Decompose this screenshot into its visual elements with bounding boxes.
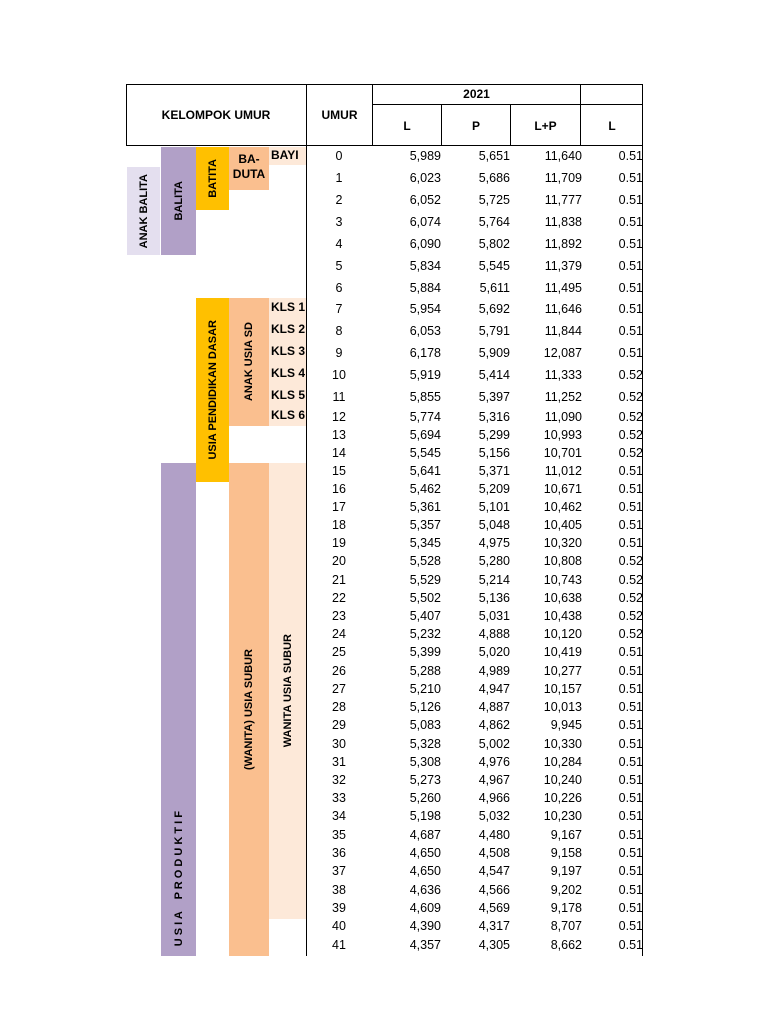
lp-cell: 12,087 [543,346,582,360]
baduta-label: BA- DUTA [232,152,266,181]
table-row [306,552,643,570]
p-cell: 5,214 [478,573,510,587]
lp-cell: 11,012 [544,464,582,478]
age-cell: 11 [332,390,346,404]
ratio-cell: 0.51 [618,828,643,842]
lp-cell: 10,284 [543,755,582,769]
lp-cell: 10,438 [543,609,582,623]
age-cell: 20 [332,554,346,568]
p-cell: 5,651 [478,149,510,163]
p-cell: 5,397 [478,390,510,404]
lp-cell: 11,844 [544,324,582,338]
table-row [306,643,643,661]
l-cell: 4,650 [409,846,441,860]
table-row [306,589,643,607]
p-cell: 5,316 [478,410,510,424]
age-cell: 14 [332,446,346,460]
lp-cell: 9,945 [550,718,582,732]
lp-cell: 11,252 [544,390,582,404]
kelompok-umur-header: KELOMPOK UMUR [161,108,271,122]
age-cell: 16 [332,482,346,496]
ratio-cell: 0.51 [618,346,643,360]
wanita-usia-subur-bar-2 [269,463,306,919]
lp-cell: 10,330 [543,737,582,751]
table-row [306,462,643,480]
table-row [306,716,643,734]
lp-cell: 10,462 [543,500,582,514]
l-cell: 6,052 [409,193,441,207]
usia-produktif-bar [161,463,196,956]
lp-cell: 10,993 [543,428,582,442]
age-cell: 28 [332,700,346,714]
lp-cell: 11,495 [544,281,582,295]
table-row [306,191,643,209]
ratio-cell: 0.51 [618,193,643,207]
age-cell: 13 [332,428,346,442]
wanita-usia-subur-label: (WANITA) USIA SUBUR [243,649,255,770]
p-cell: 5,686 [478,171,510,185]
lp-cell: 9,158 [550,846,582,860]
table-row [306,279,643,297]
balita-label: BALITA [172,181,185,221]
age-cell: 32 [332,773,346,787]
wanita-usia-subur-label-2: WANITA USIA SUBUR [281,634,294,748]
usia-produktif-label: U S I A P R O D U K T I F [172,810,185,946]
ratio-cell: 0.51 [618,718,643,732]
l-cell: 5,834 [409,259,441,273]
ratio-cell: 0.51 [618,737,643,751]
ratio-cell: 0.52 [618,446,643,460]
ratio-cell: 0.51 [618,171,643,185]
anak-usia-sd-label: ANAK USIA SD [243,322,255,402]
lp-cell: 10,013 [543,700,582,714]
anak-balita-bar [127,167,160,255]
table-row [306,444,643,462]
balita-bar [161,147,196,255]
l-cell: 5,210 [409,682,441,696]
table-row [306,789,643,807]
table-row [306,571,643,589]
lp-cell: 9,202 [550,883,582,897]
ratio-cell: 0.51 [618,324,643,338]
p-cell: 4,989 [478,664,510,678]
wanita-usia-subur-bar [229,463,269,956]
lp-cell: 11,646 [544,302,582,316]
table-row [306,936,643,954]
p-cell: 5,611 [479,281,510,295]
p-cell: 5,414 [478,368,510,382]
lp-cell: 8,662 [550,938,582,952]
p-cell: 5,802 [478,237,510,251]
p-cell: 4,566 [478,883,510,897]
lp-cell: 10,320 [543,536,582,550]
lp-cell: 9,167 [550,828,582,842]
age-cell: 1 [335,171,343,185]
p-cell: 5,692 [478,302,510,316]
kls-5-label: KLS 5 [271,388,306,402]
table-row [306,366,643,384]
kls-4-label: KLS 4 [271,366,306,380]
batita-bar [196,147,229,210]
p-cell: 4,975 [478,536,510,550]
table-row [306,917,643,935]
p-cell: 4,888 [478,627,510,641]
anak-balita-label: ANAK BALITA [137,173,150,249]
p-cell: 4,947 [478,682,510,696]
ratio-cell: 0.52 [618,627,643,641]
p-cell: 5,299 [478,428,510,442]
ratio-cell: 0.51 [618,500,643,514]
p-cell: 5,545 [478,259,510,273]
lp-cell: 10,638 [543,591,582,605]
table-row [306,322,643,340]
age-cell: 8 [335,324,343,338]
l-cell: 6,053 [409,324,441,338]
ratio-cell: 0.51 [618,237,643,251]
ratio-cell: 0.51 [618,883,643,897]
lp-cell: 8,707 [550,919,582,933]
age-cell: 31 [332,755,346,769]
l-cell: 5,232 [409,627,441,641]
age-cell: 9 [335,346,343,360]
l-cell: 5,919 [409,368,441,382]
lp-cell: 10,671 [543,482,582,496]
bayi-bar [269,147,306,165]
l-cell: 5,308 [409,755,441,769]
age-cell: 4 [335,237,343,251]
p-cell: 4,547 [478,864,510,878]
age-cell: 0 [335,149,343,163]
l-cell: 4,609 [409,901,441,915]
age-cell: 26 [332,664,346,678]
age-cell: 3 [335,215,343,229]
ratio-cell: 0.51 [618,846,643,860]
col-p-header: P [471,118,480,133]
l-cell: 5,407 [409,609,441,623]
year-header: 2021 [463,87,490,101]
kls-3-label: KLS 3 [271,344,306,358]
lp-cell: 10,808 [543,554,582,568]
ratio-cell: 0.51 [618,700,643,714]
table-row [306,607,643,625]
l-cell: 5,502 [409,591,441,605]
ratio-cell: 0.52 [618,573,643,587]
p-cell: 4,862 [478,718,510,732]
p-cell: 4,976 [478,755,510,769]
age-cell: 6 [335,281,343,295]
col-lp-header: L+P [534,118,557,133]
kls-6-label: KLS 6 [271,408,306,422]
age-cell: 21 [332,573,346,587]
l-cell: 5,529 [409,573,441,587]
table-row [306,680,643,698]
lp-cell: 10,240 [543,773,582,787]
kls-column [269,298,306,426]
ratio-cell: 0.52 [618,410,643,424]
l-cell: 5,774 [409,410,441,424]
table-row [306,881,643,899]
lp-cell: 11,333 [544,368,582,382]
ratio-cell: 0.51 [618,864,643,878]
table-row [306,735,643,753]
table-row [306,408,643,426]
p-cell: 4,569 [478,901,510,915]
p-cell: 4,480 [478,828,510,842]
age-cell: 10 [332,368,346,382]
ratio-cell: 0.51 [618,901,643,915]
age-cell: 17 [332,500,346,514]
age-cell: 7 [335,302,343,316]
age-cell: 37 [332,864,346,878]
p-cell: 5,209 [478,482,510,496]
lp-cell: 9,197 [550,864,582,878]
age-cell: 39 [332,901,346,915]
ratio-cell: 0.51 [618,773,643,787]
age-cell: 19 [332,536,346,550]
l-cell: 5,694 [409,428,441,442]
lp-cell: 9,178 [550,901,582,915]
p-cell: 5,909 [478,346,510,360]
age-cell: 27 [332,682,346,696]
l-cell: 5,884 [409,281,441,295]
ratio-cell: 0.51 [618,809,643,823]
lp-cell: 10,277 [543,664,582,678]
age-cell: 24 [332,627,346,641]
p-cell: 4,305 [478,938,510,952]
p-cell: 5,791 [478,324,510,338]
age-cell: 22 [332,591,346,605]
age-cell: 33 [332,791,346,805]
table-row [306,625,643,643]
usia-pendidikan-dasar-label: USIA PENDIDIKAN DASAR [206,320,219,460]
l-cell: 4,687 [409,828,441,842]
p-cell: 5,020 [478,645,510,659]
lp-cell: 10,120 [543,627,582,641]
p-cell: 5,156 [478,446,510,460]
l-cell: 5,462 [409,482,441,496]
ratio-cell: 0.51 [618,536,643,550]
batita-label: BATITA [206,159,219,198]
lp-cell: 10,226 [543,791,582,805]
l-cell: 5,288 [409,664,441,678]
table-row [306,213,643,231]
anak-usia-sd-bar [229,298,269,426]
lp-cell: 11,090 [544,410,582,424]
ratio-cell: 0.51 [618,259,643,273]
col-l-header: L [403,118,411,133]
table-row [306,516,643,534]
ratio-cell: 0.51 [618,919,643,933]
l-cell: 5,399 [409,645,441,659]
l-cell: 5,328 [409,737,441,751]
table-row [306,498,643,516]
age-cell: 15 [332,464,346,478]
age-cell: 34 [332,809,346,823]
table-row [306,480,643,498]
l-cell: 5,641 [409,464,441,478]
l-cell: 6,178 [409,346,441,360]
lp-cell: 11,709 [544,171,582,185]
l-cell: 5,083 [409,718,441,732]
p-cell: 5,280 [478,554,510,568]
kls-1-label: KLS 1 [271,300,306,314]
lp-cell: 11,640 [544,149,582,163]
ratio-cell: 0.51 [618,682,643,696]
age-cell: 12 [332,410,346,424]
lp-cell: 10,701 [543,446,582,460]
age-cell: 40 [332,919,346,933]
baduta-bar [229,147,269,190]
table-row [306,257,643,275]
l-cell: 5,345 [409,536,441,550]
p-cell: 5,048 [478,518,510,532]
p-cell: 5,002 [478,737,510,751]
lp-cell: 10,230 [543,809,582,823]
p-cell: 5,764 [478,215,510,229]
age-cell: 41 [332,938,346,952]
age-cell: 36 [332,846,346,860]
p-cell: 4,508 [478,846,510,860]
table-row [306,826,643,844]
table-row [306,344,643,362]
bayi-label: BAYI [271,148,299,162]
ratio-cell: 0.51 [618,664,643,678]
ratio-cell: 0.52 [618,390,643,404]
l-cell: 4,357 [409,938,441,952]
l-cell: 5,855 [409,390,441,404]
age-cell: 5 [335,259,343,273]
ratio-cell: 0.51 [618,464,643,478]
p-cell: 5,032 [478,809,510,823]
age-cell: 38 [332,883,346,897]
lp-cell: 10,157 [543,682,582,696]
table-row [306,388,643,406]
age-cell: 29 [332,718,346,732]
table-row [306,698,643,716]
lp-cell: 11,892 [544,237,582,251]
ratio-cell: 0.52 [618,428,643,442]
ratio-cell: 0.51 [618,645,643,659]
table-row [306,899,643,917]
p-cell: 5,371 [478,464,510,478]
table-row [306,169,643,187]
age-cell: 30 [332,737,346,751]
p-cell: 5,101 [478,500,510,514]
p-cell: 4,887 [478,700,510,714]
table-row [306,844,643,862]
table-row [306,300,643,318]
l-cell: 5,545 [409,446,441,460]
lp-cell: 11,379 [544,259,582,273]
ratio-cell: 0.51 [618,518,643,532]
ratio-cell: 0.51 [618,281,643,295]
l-cell: 6,074 [409,215,441,229]
l-cell: 5,126 [409,700,441,714]
kls-2-label: KLS 2 [271,322,306,336]
p-cell: 5,136 [478,591,510,605]
lp-cell: 10,405 [543,518,582,532]
table-row [306,753,643,771]
lp-cell: 10,419 [543,645,582,659]
age-cell: 18 [332,518,346,532]
table-row [306,771,643,789]
l-cell: 5,198 [409,809,441,823]
l-cell: 6,090 [409,237,441,251]
table-row [306,426,643,444]
table-row [306,662,643,680]
table-row [306,235,643,253]
l-cell: 4,650 [409,864,441,878]
age-cell: 2 [335,193,343,207]
p-cell: 4,317 [478,919,510,933]
l-cell: 5,357 [409,518,441,532]
l-cell: 5,260 [409,791,441,805]
usia-pendidikan-dasar-bar [196,298,229,482]
l-cell: 5,273 [409,773,441,787]
age-cell: 35 [332,828,346,842]
p-cell: 5,031 [478,609,510,623]
col-l2-header: L [608,118,616,133]
ratio-cell: 0.51 [618,938,643,952]
ratio-cell: 0.51 [618,482,643,496]
table-row [306,807,643,825]
lp-cell: 11,777 [544,193,582,207]
ratio-cell: 0.52 [618,368,643,382]
p-cell: 5,725 [478,193,510,207]
age-cell: 23 [332,609,346,623]
l-cell: 5,361 [409,500,441,514]
l-cell: 4,390 [409,919,441,933]
l-cell: 6,023 [409,171,441,185]
ratio-cell: 0.52 [618,554,643,568]
ratio-cell: 0.51 [618,755,643,769]
l-cell: 5,989 [409,149,441,163]
age-cell: 25 [332,645,346,659]
p-cell: 4,967 [478,773,510,787]
lp-cell: 10,743 [543,573,582,587]
table-row [306,534,643,552]
table-row [306,862,643,880]
ratio-cell: 0.51 [618,791,643,805]
p-cell: 4,966 [478,791,510,805]
l-cell: 5,528 [409,554,441,568]
ratio-cell: 0.51 [618,149,643,163]
ratio-cell: 0.52 [618,591,643,605]
l-cell: 5,954 [409,302,441,316]
ratio-cell: 0.52 [618,609,643,623]
ratio-cell: 0.51 [618,215,643,229]
umur-header: UMUR [321,108,358,122]
table-row [306,147,643,165]
lp-cell: 11,838 [544,215,582,229]
ratio-cell: 0.51 [618,302,643,316]
l-cell: 4,636 [409,883,441,897]
